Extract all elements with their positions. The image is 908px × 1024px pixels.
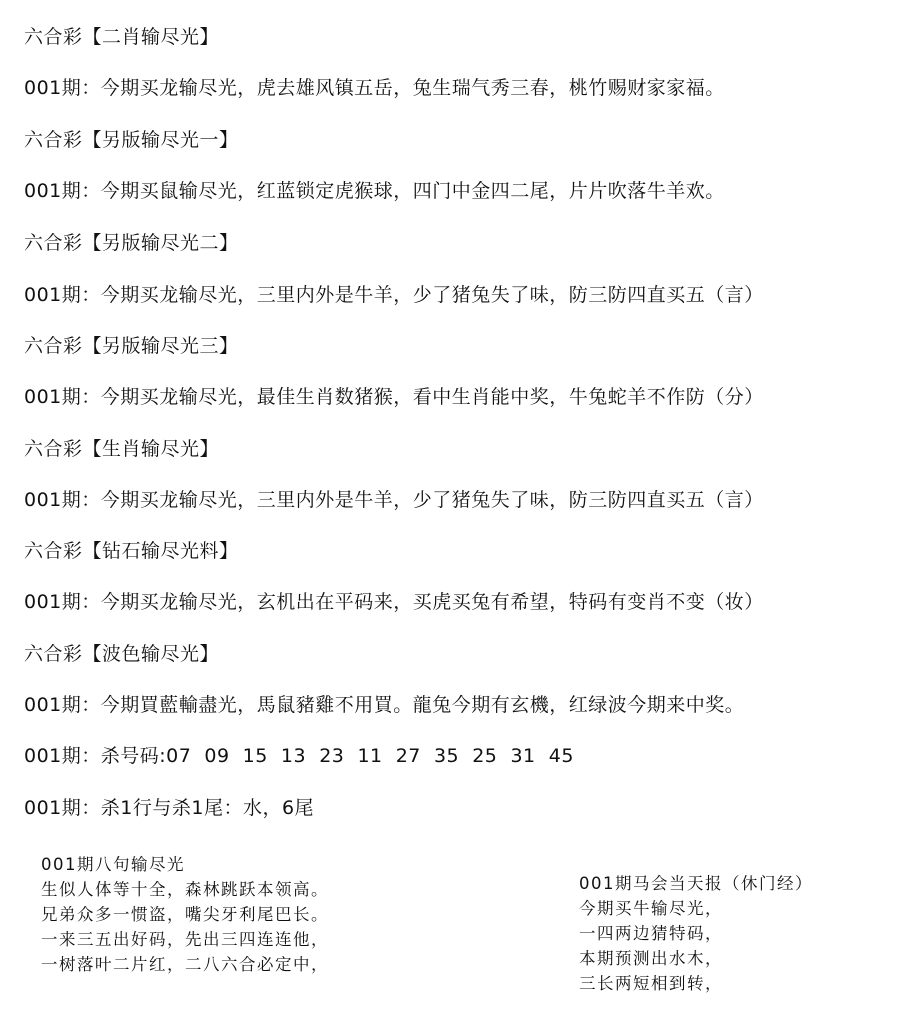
section-text-3: 001期：今期买龙输尽光，三里内外是牛羊，少了猪兔失了味，防三防四直买五（言） <box>24 284 764 306</box>
kill-numbers-line: 001期：杀号码:07 09 15 13 23 11 27 35 25 31 45 <box>24 745 574 767</box>
poem-right-title: 001期马会当天报（休门经） <box>579 874 813 893</box>
poem-left-line-4: 一树落叶二片红，二八六合必定中， <box>41 955 329 974</box>
section-text-2: 001期：今期买鼠输尽光，红蓝锁定虎猴球，四门中金四二尾，片片吹落牛羊欢。 <box>24 180 725 202</box>
section-title-5: 六合彩【生肖输尽光】 <box>24 438 220 460</box>
section-title-6: 六合彩【钻石输尽光料】 <box>24 540 239 562</box>
section-text-5: 001期：今期买龙输尽光，三里内外是牛羊，少了猪兔失了味，防三防四直买五（言） <box>24 489 764 511</box>
section-title-3: 六合彩【另版输尽光二】 <box>24 232 239 254</box>
section-text-7: 001期：今期買藍輸盡光，馬鼠豬雞不用買。龍兔今期有玄機，红绿波今期来中奖。 <box>24 694 745 716</box>
poem-left-line-3: 一来三五出好码，先出三四连连他， <box>41 930 329 949</box>
poem-right-line-3: 本期预测出水木， <box>579 949 723 968</box>
section-text-6: 001期：今期买龙输尽光，玄机出在平码来，买虎买兔有希望，特码有变肖不变（妆） <box>24 591 764 613</box>
section-title-7: 六合彩【波色输尽光】 <box>24 643 220 665</box>
poem-right-line-4: 三长两短相到转， <box>579 974 723 993</box>
section-text-4: 001期：今期买龙输尽光，最佳生肖数猪猴，看中生肖能中奖，牛兔蛇羊不作防（分） <box>24 386 764 408</box>
poem-left-line-1: 生似人体等十全，森林跳跃本领高。 <box>41 880 329 899</box>
kill-element-tail-line: 001期：杀1行与杀1尾：水，6尾 <box>24 797 315 819</box>
poem-right <box>579 871 813 996</box>
poem-left-title: 001期八句输尽光 <box>41 855 185 874</box>
section-title-1: 六合彩【二肖输尽光】 <box>24 26 220 48</box>
poem-left-line-2: 兄弟众多一惯盗，嘴尖牙利尾巴长。 <box>41 905 329 924</box>
poem-left <box>41 852 329 977</box>
section-title-2: 六合彩【另版输尽光一】 <box>24 129 239 151</box>
section-title-4: 六合彩【另版输尽光三】 <box>24 335 239 357</box>
section-text-1: 001期：今期买龙输尽光，虎去雄风镇五岳，兔生瑞气秀三春，桃竹赐财家家福。 <box>24 77 725 99</box>
poem-right-line-1: 今期买牛输尽光， <box>579 899 723 918</box>
poem-right-line-2: 一四两边猜特码， <box>579 924 723 943</box>
